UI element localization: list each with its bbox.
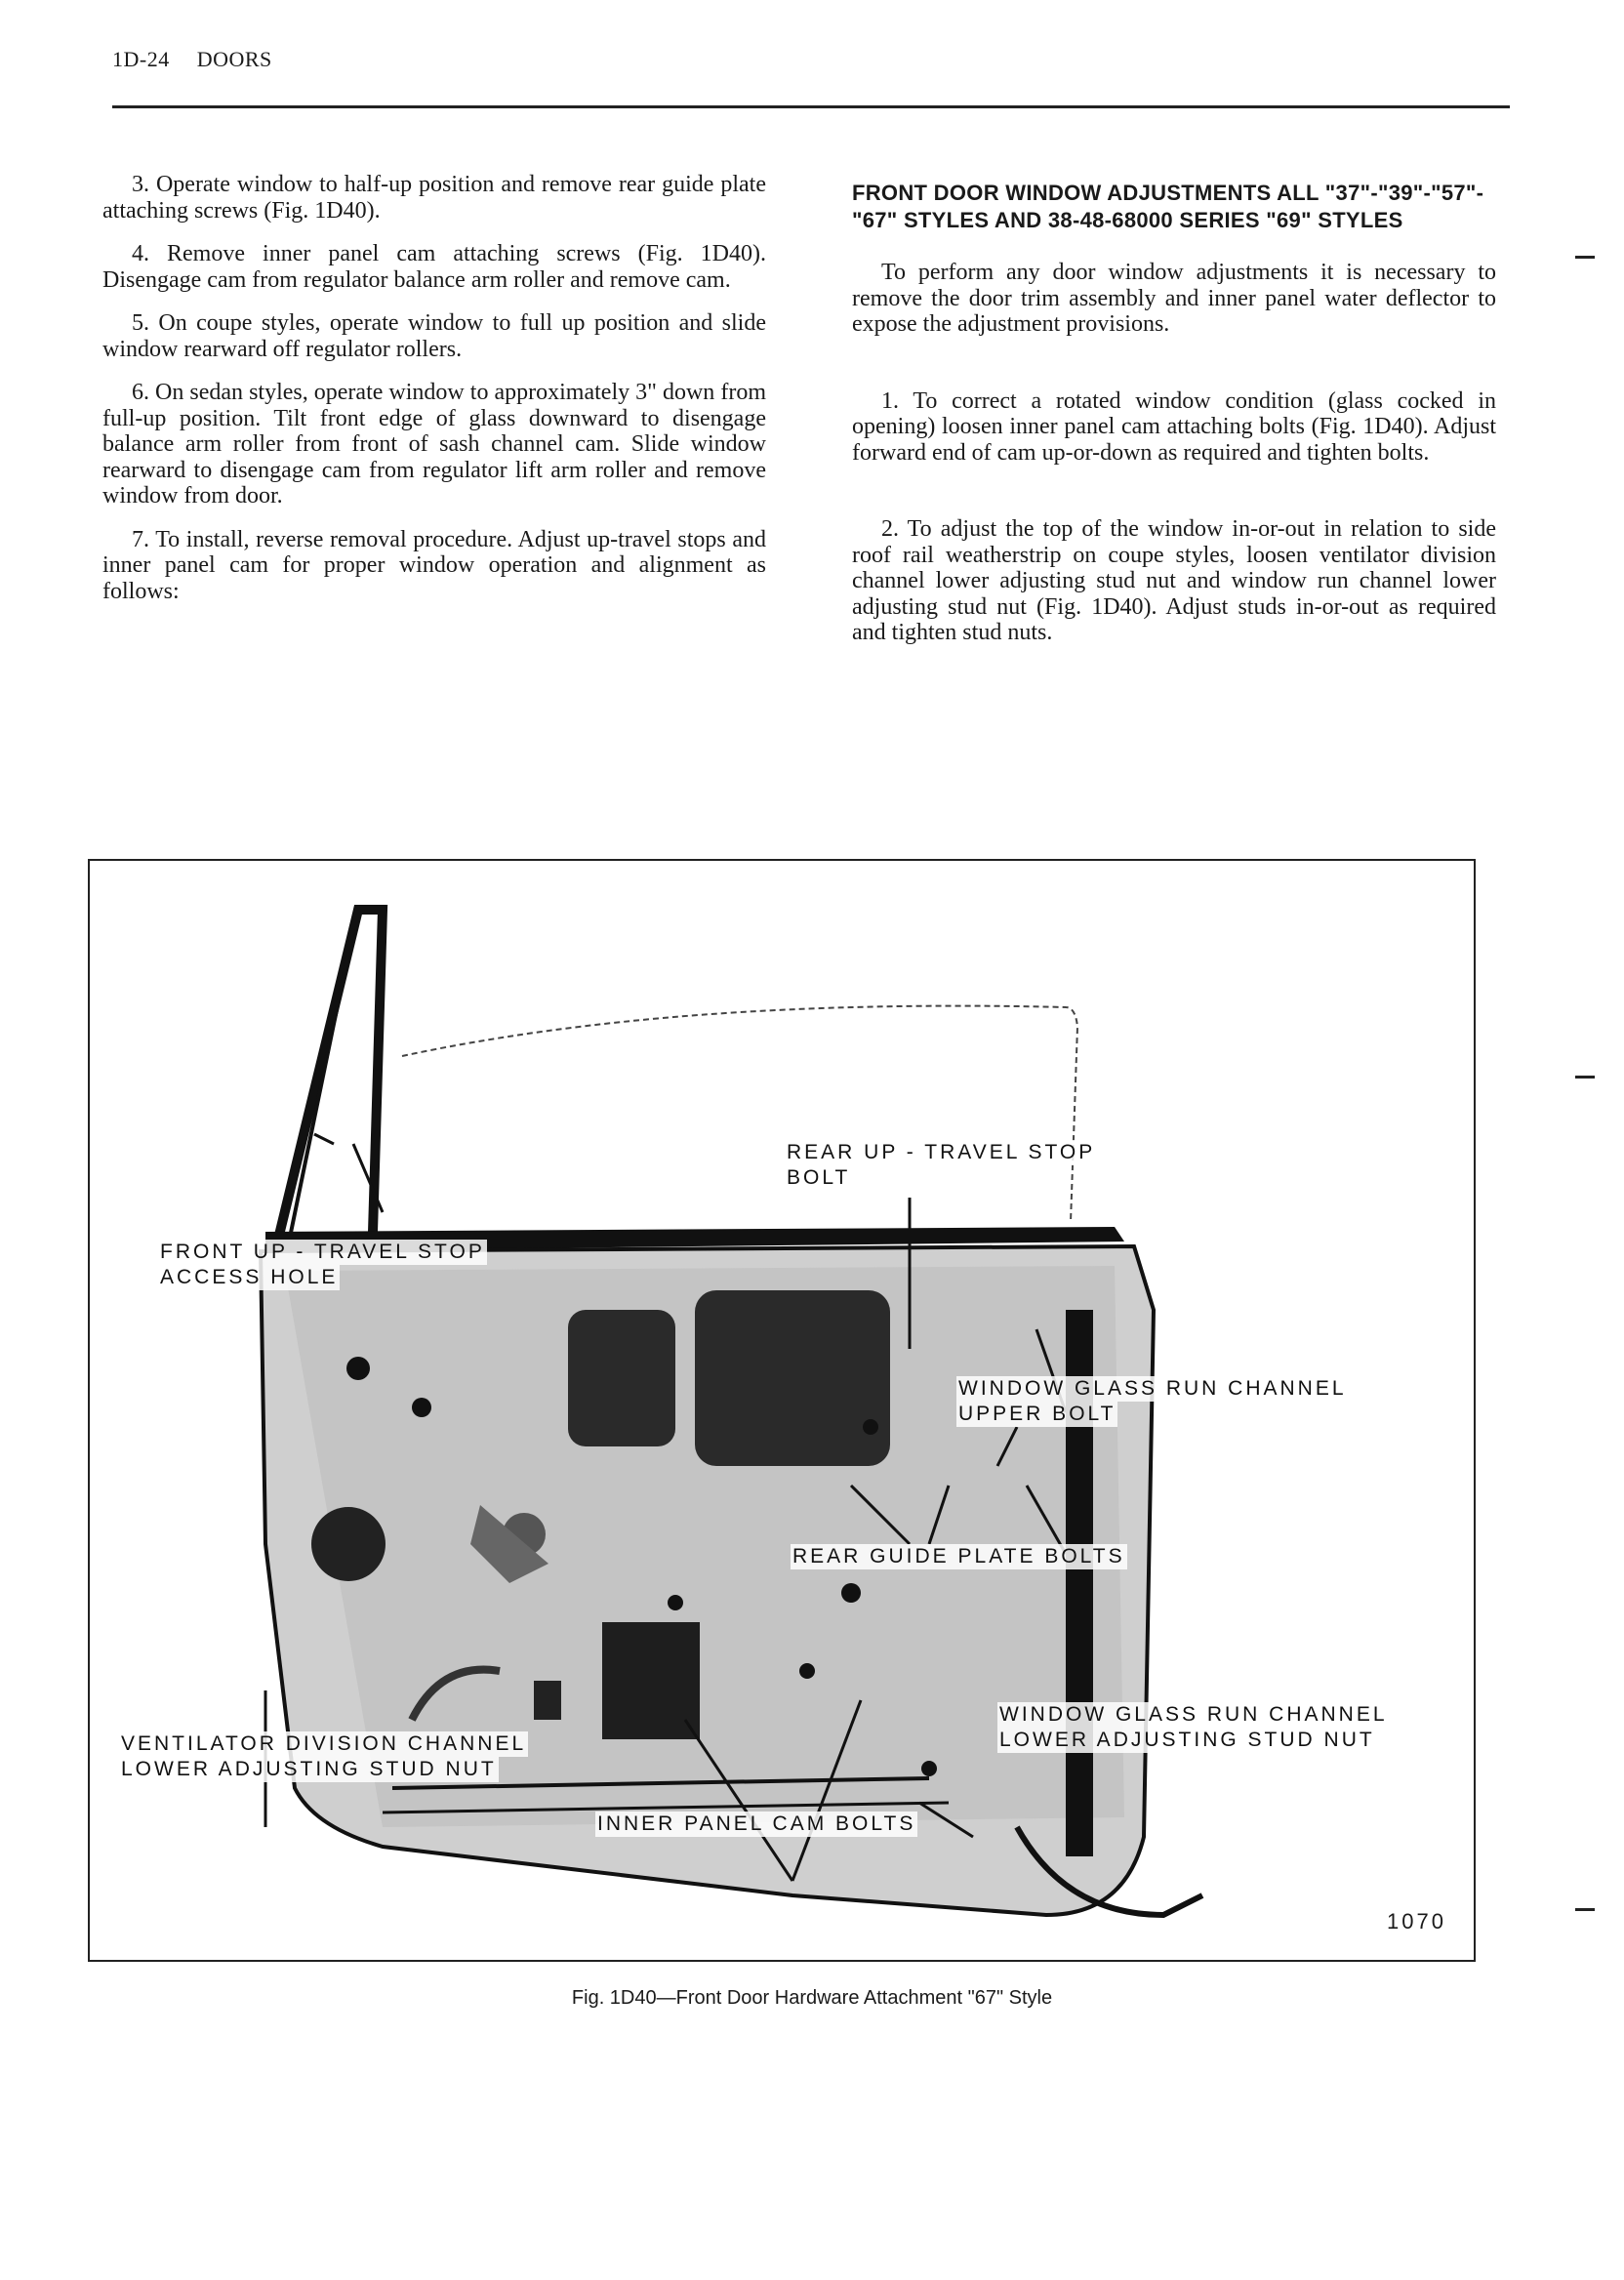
- page-number: 1D-24: [112, 47, 170, 71]
- margin-mark: [1575, 1908, 1595, 1911]
- margin-mark: [1575, 256, 1595, 259]
- margin-mark: [1575, 1076, 1595, 1079]
- header-rule: [112, 105, 1510, 108]
- adjust-step-1: 1. To correct a rotated window condition (glass cocked in opening) loosen inner panel cam attaching bolts (Fig. 1D40). Adjust forward end of cam up-or-down as required and tighten bolts.: [852, 387, 1496, 466]
- access-opening: [695, 1290, 890, 1466]
- step-5: 5. On coupe styles, operate window to full up position and slide window rearward off regulator rollers.: [102, 310, 766, 362]
- adjust-step-2: 2. To adjust the top of the window in-or-out in relation to side roof rail weatherstrip on coupe styles, loosen ventilator division channel lower adjusting stud nut and window run channel lower adjusting stud nut (Fig. 1D40). Adjust studs in-or-out as required and tighten stud nuts.: [852, 516, 1496, 645]
- callout-rear-stop-line1: REAR UP - TRAVEL STOP: [787, 1141, 1096, 1163]
- figure-caption: Fig. 1D40—Front Door Hardware Attachment "67" Style: [571, 1987, 1053, 2009]
- door-illustration: [90, 861, 1478, 1964]
- callout-guide-plate: REAR GUIDE PLATE BOLTS: [792, 1545, 1125, 1568]
- callout-rear-stop-line2: BOLT: [787, 1166, 851, 1189]
- window-glass-outline: [402, 1006, 1077, 1222]
- access-opening: [568, 1310, 675, 1446]
- step-7: 7. To install, reverse removal procedure. Adjust up-travel stops and inner panel cam for proper window operation and alignment as follows:: [102, 526, 766, 604]
- callout-cam-bolts: INNER PANEL CAM BOLTS: [597, 1812, 916, 1835]
- section-title: DOORS: [196, 47, 272, 71]
- step-6: 6. On sedan styles, operate window to approximately 3" down from full-up position. Tilt front edge of glass downward to disengage balance arm roller from front of sash channel cam. Slide window rearward to disengage cam from regulator lift arm roller and remove window from door.: [102, 380, 766, 509]
- callout-upper-bolt-line2: UPPER BOLT: [958, 1403, 1116, 1425]
- door-hardware-figure: [88, 859, 1476, 1962]
- page-header: [112, 47, 272, 72]
- left-column: [102, 172, 766, 622]
- step-3: 3. Operate window to half-up position and remove rear guide plate attaching screws (Fig. 1D40).: [102, 172, 766, 224]
- front-glass-channel: [275, 910, 383, 1251]
- section-heading: FRONT DOOR WINDOW ADJUSTMENTS ALL "37"-"39"-"57"-"67" STYLES AND 38-48-68000 SERIES "69" STYLES: [852, 181, 1484, 232]
- regulator-hole: [311, 1507, 386, 1581]
- right-column: [852, 172, 1496, 697]
- figure-number: 1070: [1387, 1909, 1446, 1934]
- callout-front-stop-line2: ACCESS HOLE: [160, 1266, 339, 1288]
- callout-lower-nut-line2: LOWER ADJUSTING STUD NUT: [999, 1729, 1375, 1751]
- intro-paragraph: To perform any door window adjustments it is necessary to remove the door trim assembly and inner panel water deflector to expose the adjustment provisions.: [852, 260, 1496, 337]
- step-4: 4. Remove inner panel cam attaching screws (Fig. 1D40). Disengage cam from regulator balance arm roller and remove cam.: [102, 241, 766, 293]
- callout-front-stop-line1: FRONT UP - TRAVEL STOP: [160, 1241, 485, 1263]
- callout-vent-nut-line2: LOWER ADJUSTING STUD NUT: [121, 1758, 497, 1780]
- callout-lower-nut-line1: WINDOW GLASS RUN CHANNEL: [999, 1703, 1388, 1726]
- callout-upper-bolt-line1: WINDOW GLASS RUN CHANNEL: [958, 1377, 1347, 1400]
- callout-vent-nut-line1: VENTILATOR DIVISION CHANNEL: [121, 1732, 527, 1755]
